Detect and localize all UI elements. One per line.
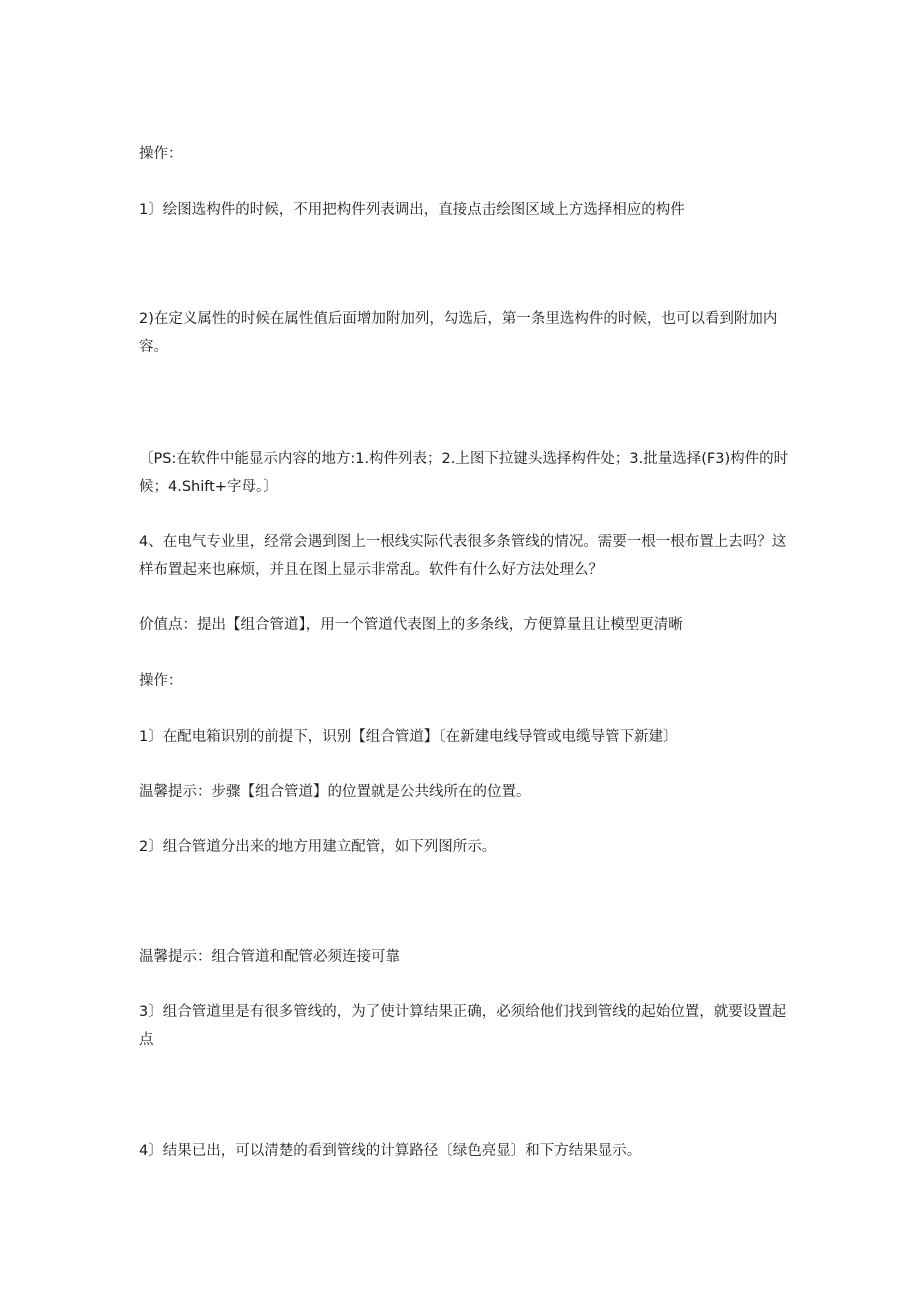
paragraph-operation-heading-2: 操作： [139,673,183,689]
paragraph-step-4-result: 4〕结果已出，可以清楚的看到管线的计算路径〔绿色亮显〕和下方结果显示。 [139,1143,642,1159]
paragraph-step-3-start-point: 3〕组合管道里是有很多管线的，为了使计算结果正确，必须给他们找到管线的起始位置，就要设置起点 [139,1004,787,1048]
paragraph-value-point: 价值点：提出【组合管道】，用一个管道代表图上的多条线，方便算量且让模型更清晰 [139,617,683,633]
paragraph-ps-note: 〔PS:在软件中能显示内容的地方:1.构件列表；2.上图下拉键头选择构件处；3.批量选择(F3)构件的时候；4.Shift+字母。〕 [139,451,789,495]
paragraph-tip-2: 温馨提示：组合管道和配管必须连接可靠 [139,949,400,965]
paragraph-step-2-pipe-branch: 2〕组合管道分出来的地方用建立配管，如下列图所示。 [139,839,497,855]
paragraph-step-1-combined-pipe: 1〕在配电箱识别的前提下，识别【组合管道】〔在新建电线导管或电缆导管下新建〕 [139,729,678,745]
paragraph-step-2-attribute-column: 2)在定义属性的时候在属性值后面增加附加列，勾选后，第一条里选构件的时候，也可以看到附加内容。 [139,311,778,355]
paragraph-tip-1: 温馨提示：步骤【组合管道】的位置就是公共线所在的位置。 [139,784,531,800]
paragraph-operation-heading: 操作： [139,146,183,162]
paragraph-question-4: 4、在电气专业里，经常会遇到图上一根线实际代表很多条管线的情况。需要一根一根布置上去吗？这样布置起来也麻烦，并且在图上显示非常乱。软件有什么好方法处理么？ [139,534,787,578]
paragraph-step-1-component-select: 1〕绘图选构件的时候，不用把构件列表调出，直接点击绘图区域上方选择相应的构件 [139,202,685,218]
